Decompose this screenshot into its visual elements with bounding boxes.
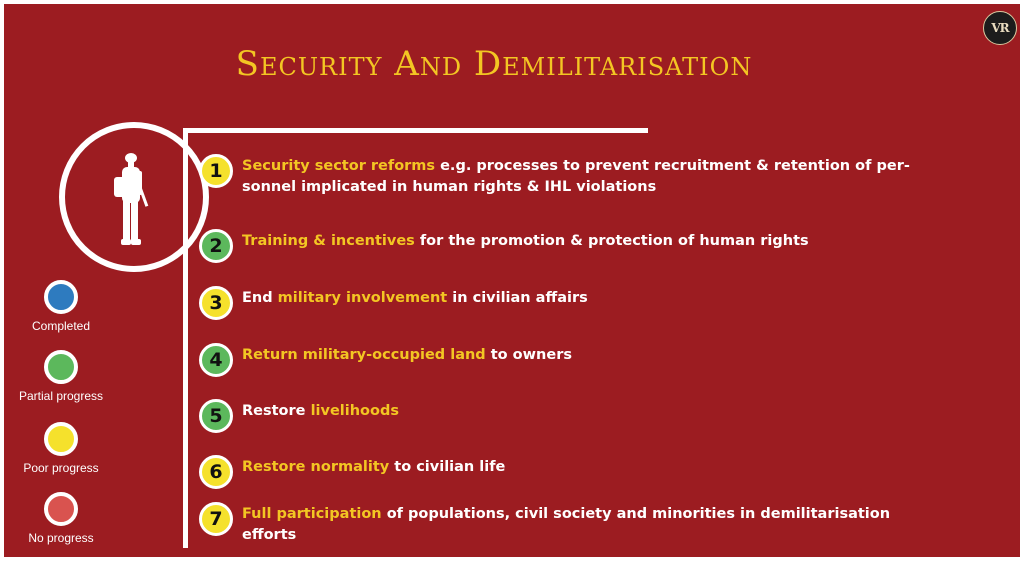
status-badge: 4: [199, 343, 233, 377]
item-text: Return military-occupied land to owners: [242, 347, 572, 363]
status-badge: 6: [199, 455, 233, 489]
item-text: End military involvement in civilian affairs: [242, 290, 588, 306]
soldier-icon: [108, 151, 156, 249]
no-progress-dot: [44, 492, 78, 526]
status-badge: 1: [199, 154, 233, 188]
legend-label: Partial progress: [18, 389, 104, 403]
partial-progress-dot: [44, 350, 78, 384]
list-item: [199, 288, 932, 320]
legend-label: Poor progress: [23, 461, 99, 475]
legend-label: Completed: [31, 319, 91, 333]
item-text: Restore normality to civilian life: [242, 459, 506, 475]
poor-progress-dot: [44, 422, 78, 456]
status-badge: 5: [199, 399, 233, 433]
item-text: Security sector reforms e.g. processes to prevent recruitment & retention of per-sonnel implicated in human rights & IHL violations: [242, 158, 910, 195]
item-highlight: Full participation: [242, 506, 382, 522]
legend-partial: [6, 350, 116, 403]
item-highlight: livelihoods: [310, 403, 399, 419]
item-text: Full participation of populations, civil society and minorities in demilitarisation efforts: [242, 506, 891, 543]
legend-completed: [6, 280, 116, 333]
list-item: [199, 457, 932, 489]
item-highlight: Training & incentives: [242, 233, 415, 249]
item-highlight: Return military-occupied land: [242, 347, 486, 363]
status-badge: 7: [199, 502, 233, 536]
status-badge: 2: [199, 229, 233, 263]
list-item: [199, 231, 932, 263]
page-title: Security And Demilitarisation: [235, 44, 753, 84]
legend-label: No progress: [28, 531, 94, 545]
header-rule: [183, 128, 648, 133]
infographic-panel: [4, 4, 1020, 557]
logo: VR: [983, 11, 1017, 45]
item-highlight: military involvement: [277, 290, 448, 306]
item-highlight: Restore normality: [242, 459, 390, 475]
list-item: [199, 504, 932, 546]
completed-dot: [44, 280, 78, 314]
item-highlight: Security sector reforms: [242, 158, 436, 174]
list-item: [199, 345, 932, 377]
timeline-rule: [183, 128, 188, 548]
item-text: Restore livelihoods: [242, 403, 399, 419]
legend-none: [6, 492, 116, 545]
legend-poor: [6, 422, 116, 475]
status-badge: 3: [199, 286, 233, 320]
item-text: Training & incentives for the promotion & protection of human rights: [242, 233, 809, 249]
list-item: [199, 156, 932, 198]
list-item: [199, 401, 932, 433]
